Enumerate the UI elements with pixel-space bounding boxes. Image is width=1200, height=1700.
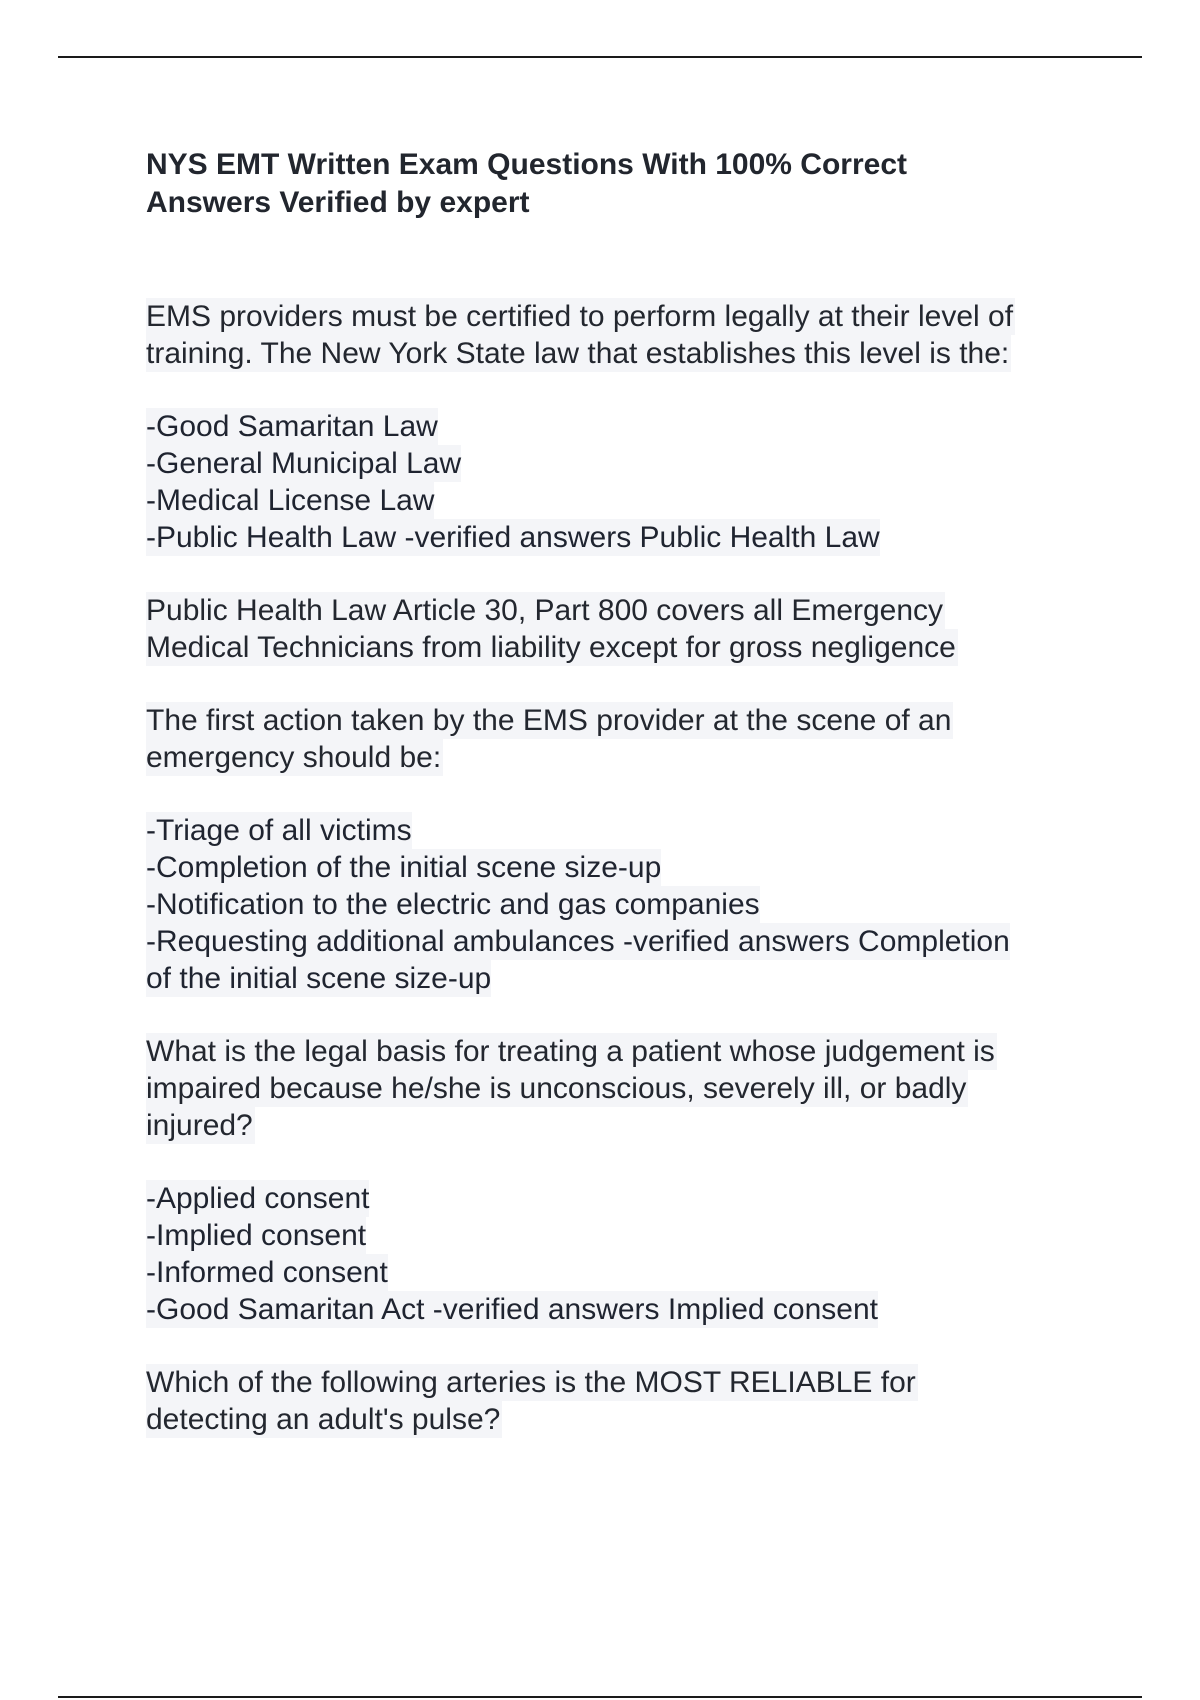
note-1-text: [146, 592, 1086, 666]
question-3-options: [146, 1180, 1086, 1328]
question-1-options: [146, 408, 1086, 556]
question-2-options: [146, 812, 1086, 997]
option-line: -Implied consent: [146, 1219, 367, 1252]
question-1-text: [146, 298, 1086, 372]
option-line: -Completion of the initial scene size-up: [146, 851, 662, 884]
text-line: The first action taken by the EMS provider at the scene of an: [146, 704, 952, 737]
text-line: Public Health Law Article 30, Part 800 covers all Emergency: [146, 594, 944, 627]
option-line: -Good Samaritan Act -verified answers Implied consent: [146, 1293, 878, 1326]
question-3-text: [146, 1033, 1086, 1144]
option-line: -Good Samaritan Law: [146, 410, 438, 443]
question-4-text: [146, 1364, 1086, 1438]
text-line: detecting an adult's pulse?: [146, 1403, 501, 1436]
option-line: -Informed consent: [146, 1256, 388, 1289]
top-rule: [58, 56, 1142, 58]
text-line: What is the legal basis for treating a patient whose judgement is: [146, 1035, 995, 1068]
document-body: [146, 146, 1086, 1474]
option-line: -Requesting additional ambulances -verified answers Completion: [146, 925, 1010, 958]
text-line: injured?: [146, 1109, 253, 1142]
option-line: -Public Health Law -verified answers Public Health Law: [146, 521, 880, 554]
option-line: -Medical License Law: [146, 484, 435, 517]
document-title: [146, 146, 1086, 222]
text-line: Which of the following arteries is the MOST RELIABLE for: [146, 1366, 916, 1399]
text-line: Medical Technicians from liability except for gross negligence: [146, 631, 956, 664]
option-line: -General Municipal Law: [146, 447, 462, 480]
option-line: -Triage of all victims: [146, 814, 412, 847]
title-line-2: Answers Verified by expert: [146, 186, 530, 219]
text-line: EMS providers must be certified to perform legally at their level of: [146, 300, 1014, 333]
text-line: training. The New York State law that establishes this level is the:: [146, 337, 1010, 370]
bottom-rule: [58, 1696, 1142, 1698]
option-line: -Applied consent: [146, 1182, 370, 1215]
option-line: -Notification to the electric and gas companies: [146, 888, 760, 921]
option-line: of the initial scene size-up: [146, 962, 492, 995]
text-line: emergency should be:: [146, 741, 442, 774]
title-line-1: NYS EMT Written Exam Questions With 100% Correct: [146, 148, 908, 181]
text-line: impaired because he/she is unconscious, severely ill, or badly: [146, 1072, 967, 1105]
question-2-text: [146, 702, 1086, 776]
